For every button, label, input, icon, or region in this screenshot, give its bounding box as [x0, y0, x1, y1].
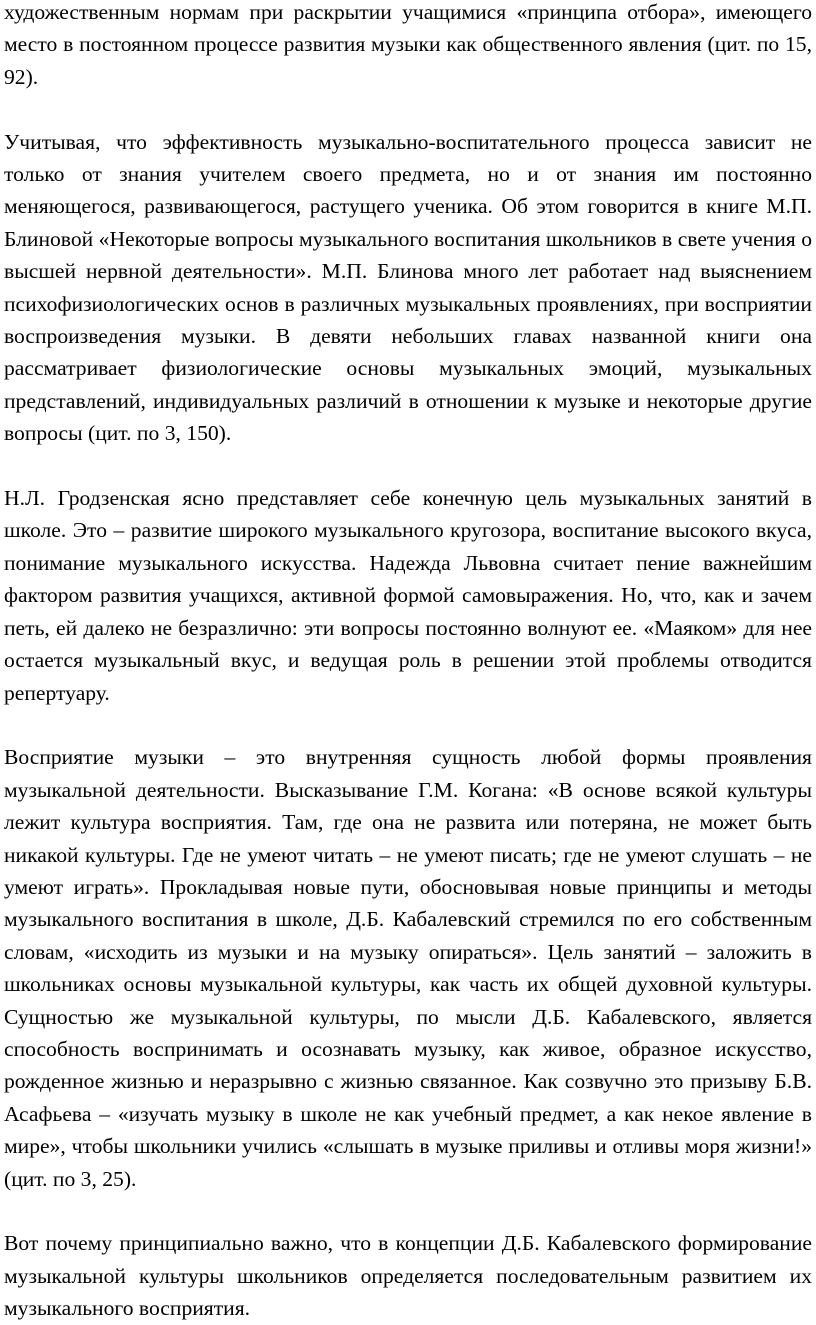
- paragraph-5: Вот почему принципиально важно, что в концепции Д.Б. Кабалевского формирование музыкальной культуры школьников определяется последовательным развитием их музыкального восприятия.: [4, 1231, 812, 1321]
- paragraph-2: Учитывая, что эффективность музыкально-воспитательного процесса зависит не только от знания учителем своего предмета, но и от знания им постоянно меняющегося, развивающегося, растущего ученика. Об этом говорится в книге М.П. Блиновой «Некоторые вопросы музыкального воспитания школьников в свете учения о высшей нервной деятельности». М.П. Блинова много лет работает над выяснением психофизиологических основ в различных музыкальных проявлениях, при восприятии воспроизведения музыки. В девяти небольших главах названной книги она рассматривает физиологические основы музыкальных эмоций, музыкальных представлений, индивидуальных различий в отношении к музыке и некоторые другие вопросы (цит. по 3, 150).: [4, 129, 812, 446]
- paragraph-3: Н.Л. Гродзенская ясно представляет себе конечную цель музыкальных занятий в школе. Это – развитие широкого музыкального кругозора, воспитание высокого вкуса, понимание музыкального искусства. Надежда Львовна считает пение важнейшим фактором развития учащихся, активной формой самовыражения. Но, что, как и зачем петь, ей далеко не безразлично: эти вопросы постоянно волнуют ее. «Маяком» для нее остается музыкальный вкус, и ведущая роль в решении этой проблемы отводится репертуару.: [4, 486, 812, 705]
- paragraph-4: Восприятие музыки – это внутренняя сущность любой формы проявления музыкальной деятельности. Высказывание Г.М. Когана: «В основе всякой культуры лежит культура восприятия. Там, где она не развита или потеряна, не может быть никакой культуры. Где не умеют читать – не умеют писать; где не умеют слушать – не умеют играть». Прокладывая новые пути, обосновывая новые принципы и методы музыкального воспитания в школе, Д.Б. Кабалевский стремился по его собственным словам, «исходить из музыки и на музыку опираться». Цель занятий – заложить в школьниках основы музыкальной культуры, как часть их общей духовной культуры. Сущностью же музыкальной культуры, по мысли Д.Б. Кабалевского, является способность воспринимать и осознавать музыку, как живое, образное искусство, рожденное жизнью и неразрывно с жизнью связанное. Как созвучно это призыву Б.В. Асафьева – «изучать музыку в школе не как учебный предмет, а как некое явление в мире», чтобы школьники учились «слышать в музыке приливы и отливы моря жизни!» (цит. по 3, 25).: [4, 745, 812, 1191]
- paragraph-1: художественным нормам при раскрытии учащимися «принципа отбора», имеющего место в постоянном процессе развития музыки как общественного явления (цит. по 15, 92).: [4, 0, 812, 89]
